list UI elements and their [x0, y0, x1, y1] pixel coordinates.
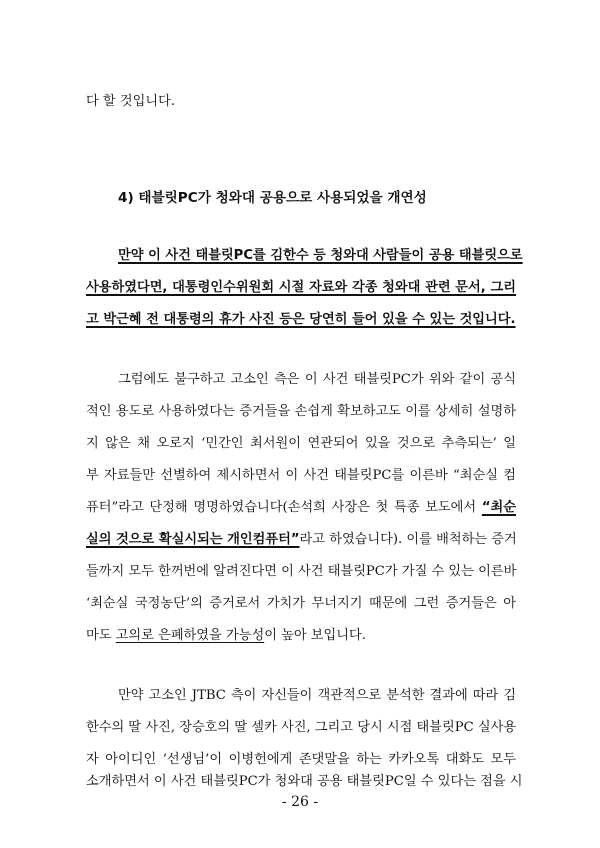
underlined-phrase: 고의로 은폐하였을 가능성	[115, 628, 265, 643]
text-line: 소개하면서 이 사건 태블릿PC가 청와대 공용 태블릿PC일 수 있다는 점을 시	[86, 774, 523, 789]
text-line: ‘최순실 국정농단’의 증거로서 가치가 무너지기 때문에 그런 증거들은 아	[86, 596, 516, 611]
text-segment: 퓨터”라고 단정해 명명하였습니다(손석희 사장은 첫 특종 보도에서	[86, 500, 482, 515]
text-line: 만약 이 사건 태블릿PC를 김한수 등 청와대 사람들이 공용 태블릿으로	[118, 248, 523, 263]
text-line: 고 박근혜 전 대통령의 휴가 사진 등은 당연히 들어 있을 수 있는 것입니다.	[86, 312, 516, 327]
text-segment: 마도	[86, 628, 116, 643]
quoted-emphasis: 실의 것으로 확실시되는 개인컴퓨터”	[86, 532, 300, 547]
text-line: 지 않은 채 오로지 ‘민간인 최서원이 연관되어 있을 것으로 추측되는’ 일	[86, 436, 516, 451]
text-line: 한수의 딸 사진, 장승호의 딸 셀카 사진, 그리고 당시 시점 태블릿PC 실사용	[86, 720, 517, 735]
text-line: 들까지 모두 한꺼번에 알려진다면 이 사건 태블릿PC가 가질 수 있는 이른바	[86, 564, 517, 579]
page-number: - 26 -	[281, 794, 319, 810]
text-line	[86, 530, 516, 550]
text-line: 자 아이디인 ‘선생님’이 이병헌에게 존댓말을 하는 카카오톡 대화도 모두	[86, 752, 516, 767]
text-segment: 라고 하였습니다). 이를 배척하는 증거	[299, 532, 517, 547]
section-heading: 4) 태블릿PC가 청와대 공용으로 사용되었을 개연성	[118, 190, 427, 206]
text-line: 부 자료들만 선별하여 제시하면서 이 사건 태블릿PC를 이른바 “최순실 컴	[86, 468, 516, 483]
quoted-emphasis: “최순	[481, 500, 516, 515]
text-segment: 이 높아 보입니다.	[264, 628, 366, 643]
text-line: 사용하였다면, 대통령인수위원회 시절 자료와 각종 청와대 관련 문서, 그리	[86, 280, 516, 295]
text-line	[86, 626, 516, 646]
text-line: 적인 용도로 사용하였다는 증거들을 손쉽게 확보하고도 이를 상세히 설명하	[86, 404, 516, 419]
text-line: 다 할 것입니다.	[86, 94, 176, 109]
text-line: 만약 고소인 JTBC 측이 자신들이 객관적으로 분석한 결과에 따라 김	[118, 688, 516, 703]
text-line: 그럼에도 불구하고 고소인 측은 이 사건 태블릿PC가 위와 같이 공식	[118, 372, 516, 387]
text-line	[86, 498, 516, 518]
